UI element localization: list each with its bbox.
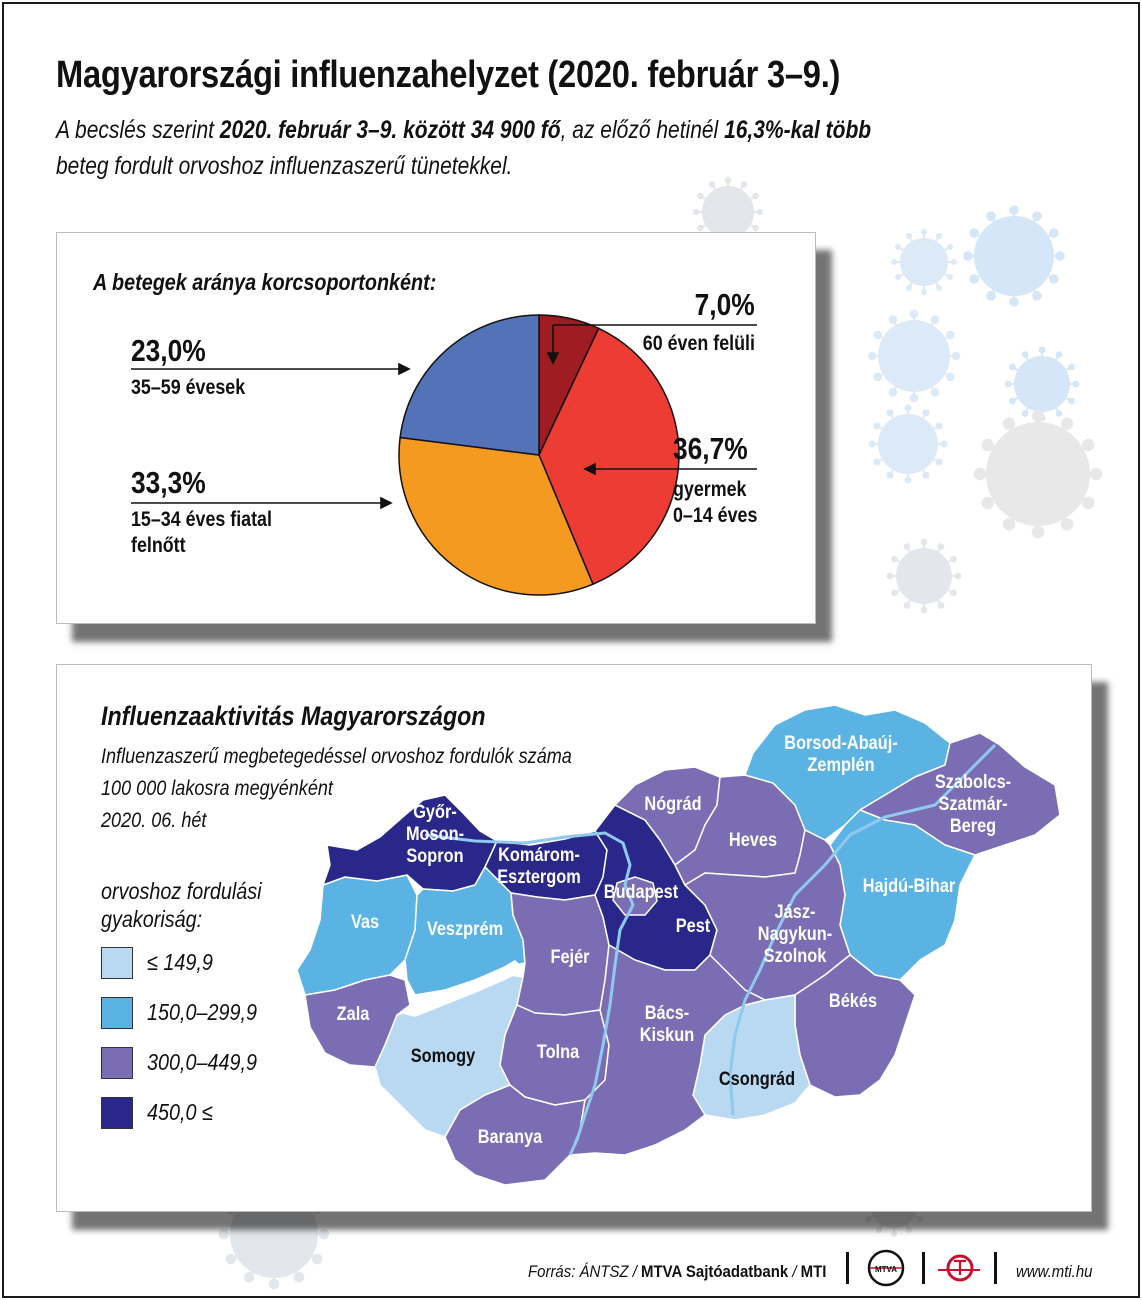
- county-label: [840, 876, 978, 898]
- legend-label-3: 300,0–449,9: [147, 1049, 257, 1075]
- county-label-line: Tolna: [536, 1042, 580, 1063]
- virus-icon: [868, 310, 961, 403]
- county-label-line: Nógrád: [644, 794, 702, 815]
- subtitle-text-1: A becslés szerint: [56, 116, 220, 144]
- county-label: [284, 1004, 422, 1026]
- county-label: [688, 1069, 826, 1091]
- county-label-line: Fejér: [550, 947, 590, 968]
- infographic-frame: [2, 2, 1140, 1298]
- label-15-34-line2: felnőtt: [131, 534, 186, 557]
- county-label-line: Jász-: [774, 902, 816, 923]
- source-bold: MTVA Sajtóadatbank: [641, 1262, 789, 1281]
- legend-label-2: 150,0–299,9: [147, 999, 257, 1025]
- source-bold-2: MTI: [800, 1262, 827, 1281]
- mti-logo: [934, 1248, 984, 1288]
- influenza-map-panel: [56, 664, 1092, 1212]
- county-label-line: Szabolcs-: [934, 772, 1012, 793]
- county-label-line: Győr-: [413, 802, 457, 823]
- virus-icon: [868, 404, 947, 483]
- legend-title-line1: orvoshoz fordulási: [101, 878, 262, 904]
- age-group-pie-panel: [56, 232, 816, 624]
- county-label-line: Veszprém: [426, 919, 504, 940]
- map-desc-line3: 2020. 06. hét: [101, 809, 207, 832]
- subtitle-text-3: beteg fordult orvoshoz influenzaszerű tünetekkel.: [56, 152, 513, 180]
- county-label: [726, 902, 864, 968]
- county-label-line: Pest: [675, 916, 711, 937]
- county-label-line: Zemplén: [807, 755, 875, 776]
- virus-icon: [974, 410, 1102, 538]
- county-label-line: Hajdú-Bihar: [862, 876, 956, 897]
- map-desc-line1: Influenzaszerű megbetegedéssel orvoshoz fordulók száma: [101, 745, 572, 768]
- county-label-line: Borsod-Abaúj-: [784, 733, 898, 754]
- county-label-line: Vas: [350, 912, 380, 933]
- county-label-line: Komárom-: [498, 845, 580, 866]
- website-link[interactable]: www.mti.hu: [1016, 1262, 1093, 1281]
- county-label: [784, 991, 922, 1013]
- county-label: [501, 947, 639, 969]
- mtva-logo: [860, 1248, 912, 1288]
- county-label-line: Bereg: [949, 816, 997, 837]
- county-label-line: Zala: [336, 1004, 370, 1025]
- label-0-14-line2: 0–14 éves: [673, 504, 758, 527]
- footer-divider-1: [846, 1252, 849, 1284]
- mtva-logo-text: MTVA: [874, 1265, 898, 1274]
- label-0-14-line1: gyermek: [673, 478, 747, 501]
- county-label-line: Kiskun: [639, 1025, 695, 1046]
- map-desc-line2: 100 000 lakosra megyénként: [101, 777, 333, 800]
- source-separator: /: [788, 1262, 801, 1281]
- county-label: [904, 772, 1042, 838]
- source-credit: [528, 1262, 826, 1298]
- legend-label-4: 450,0 ≤: [147, 1099, 213, 1125]
- county-label-line: Békés: [828, 991, 878, 1012]
- footer-divider-2: [922, 1252, 925, 1284]
- county-label: [441, 1127, 579, 1149]
- county-label-line: Szatmár-: [938, 794, 1008, 815]
- subtitle-bold-1: 2020. február 3–9. között 34 900 fő: [219, 116, 561, 144]
- county-label-line: Bács-: [644, 1003, 690, 1024]
- label-35-59: 35–59 évesek: [131, 376, 246, 399]
- virus-icon: [1005, 347, 1080, 422]
- page-title: Magyarországi influenzahelyzet (2020. február 3–9.): [56, 54, 841, 96]
- pct-60plus: 7,0%: [694, 287, 755, 322]
- county-label-line: Budapest: [603, 882, 679, 903]
- county-label-line: Sopron: [406, 846, 464, 867]
- county-label: [489, 1042, 627, 1064]
- county-label-line: Heves: [728, 830, 778, 851]
- virus-icon: [887, 539, 962, 614]
- county-label: [772, 733, 910, 777]
- virus-icon: [891, 229, 957, 295]
- arrowhead-15-34: [381, 498, 391, 508]
- county-label-line: Nagykun-: [757, 924, 833, 945]
- label-60plus: 60 éven felüli: [642, 332, 755, 355]
- pct-15-34: 33,3%: [131, 465, 206, 500]
- label-15-34-line1: 15–34 éves fiatal: [131, 508, 272, 531]
- county-label-line: Baranya: [477, 1127, 543, 1148]
- county-label-line: Csongrád: [718, 1069, 796, 1090]
- county-label-line: Moson-: [405, 824, 465, 845]
- page-subtitle: [56, 112, 1064, 184]
- subtitle-bold-2: 16,3%-kal több: [724, 116, 872, 144]
- map-panel-heading: Influenzaaktivitás Magyarországon: [101, 701, 486, 731]
- legend-label-1: ≤ 149,9: [147, 949, 213, 975]
- county-label: [572, 882, 710, 904]
- footer-divider-3: [994, 1252, 997, 1284]
- county-label-line: Szolnok: [763, 946, 827, 967]
- source-prefix: Forrás: ÁNTSZ /: [528, 1262, 642, 1281]
- pct-35-59: 23,0%: [131, 333, 206, 368]
- arrowhead-35-59: [399, 364, 409, 374]
- county-label: [604, 794, 742, 816]
- pie-slice-35-59: [400, 315, 539, 455]
- pct-0-14: 36,7%: [673, 431, 748, 466]
- county-label: [684, 830, 822, 852]
- subtitle-text-2: , az előző hetinél: [560, 116, 725, 144]
- pie-panel-heading: A betegek aránya korcsoportonként:: [93, 269, 437, 295]
- county-label-line: Somogy: [410, 1046, 476, 1067]
- county-label-line: Esztergom: [497, 867, 581, 888]
- legend-title-line2: gyakoriság:: [101, 906, 203, 932]
- virus-icon: [963, 205, 1065, 307]
- county-label: [598, 1003, 736, 1047]
- county-label: [296, 912, 434, 934]
